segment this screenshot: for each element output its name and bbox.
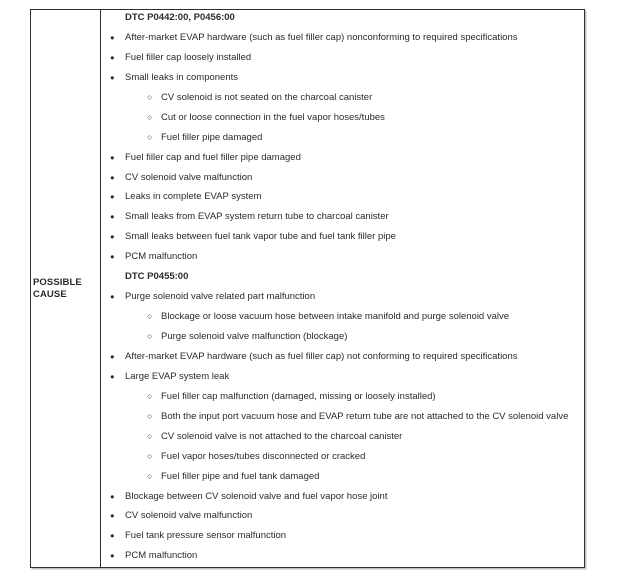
bullet-circle-icon: ○: [147, 410, 153, 421]
dtc-header: DTC P0455:00: [125, 271, 189, 283]
cause-subitem: [101, 431, 584, 451]
cause-subitem: [101, 112, 584, 132]
bullet-dot-icon: ●: [110, 32, 115, 42]
bullet-circle-icon: ○: [147, 91, 153, 102]
cause-text: PCM malfunction: [125, 550, 198, 562]
row-header-label: POSSIBLE CAUSE: [33, 276, 82, 300]
cause-text: Both the input port vacuum hose and EVAP return tube are not attached to the CV solenoid valve: [161, 410, 569, 422]
cause-item: [101, 371, 584, 391]
cause-subitem: [101, 92, 584, 112]
cause-item: [101, 172, 584, 192]
cause-text: Fuel vapor hoses/tubes disconnected or cracked: [161, 450, 366, 462]
cause-text: Large EVAP system leak: [125, 370, 230, 382]
cause-item: [101, 72, 584, 92]
bullet-dot-icon: ●: [110, 551, 115, 561]
cause-item: [101, 231, 584, 251]
bullet-dot-icon: ●: [110, 351, 115, 361]
bullet-dot-icon: ●: [110, 52, 115, 62]
cause-subitem: [101, 311, 584, 331]
cause-text: Leaks in complete EVAP system: [125, 191, 262, 203]
cause-item: [101, 351, 584, 371]
cause-item: [101, 550, 584, 567]
cause-text: Blockage between CV solenoid valve and fuel vapor hose joint: [125, 490, 388, 502]
cause-item: [101, 152, 584, 172]
bullet-dot-icon: ●: [110, 72, 115, 82]
cause-list: [101, 10, 584, 567]
cause-item: [101, 530, 584, 550]
bullet-circle-icon: ○: [147, 470, 153, 481]
bullet-dot-icon: ●: [110, 292, 115, 302]
bullet-dot-icon: ●: [110, 252, 115, 262]
cause-text: CV solenoid valve malfunction: [125, 510, 253, 522]
possible-cause-table: [30, 9, 585, 568]
cause-item: [101, 251, 584, 271]
cause-text: Fuel filler cap malfunction (damaged, missing or loosely installed): [161, 390, 436, 402]
bullet-circle-icon: ○: [147, 390, 153, 401]
cause-text: CV solenoid is not seated on the charcoal canister: [161, 91, 373, 103]
cause-item: [101, 52, 584, 72]
bullet-dot-icon: ●: [110, 371, 115, 381]
cause-text: Fuel filler cap and fuel filler pipe damaged: [125, 151, 301, 163]
cause-subitem: [101, 411, 584, 431]
cause-text: Purge solenoid valve malfunction (blockage): [161, 331, 348, 342]
bullet-dot-icon: ●: [110, 192, 115, 202]
cause-text: Purge solenoid valve related part malfunction: [125, 291, 316, 303]
cause-text: CV solenoid valve is not attached to the charcoal canister: [161, 430, 403, 442]
cause-item: [101, 211, 584, 231]
cause-text: Small leaks from EVAP system return tube to charcoal canister: [125, 211, 389, 223]
bullet-dot-icon: ●: [110, 212, 115, 222]
bullet-circle-icon: ○: [147, 331, 153, 341]
bullet-circle-icon: ○: [147, 430, 153, 441]
cause-item: [101, 510, 584, 530]
cause-text: Blockage or loose vacuum hose between intake manifold and purge solenoid valve: [161, 311, 510, 323]
bullet-circle-icon: ○: [147, 450, 153, 461]
cause-text: Fuel filler cap loosely installed: [125, 51, 252, 63]
bullet-dot-icon: ●: [110, 531, 115, 541]
cause-item: [101, 491, 584, 511]
cause-text: After-market EVAP hardware (such as fuel filler cap) nonconforming to required specifications: [125, 31, 518, 43]
cause-item: [101, 32, 584, 52]
cause-subitem: [101, 471, 584, 491]
cause-text: Small leaks in components: [125, 71, 238, 83]
bullet-circle-icon: ○: [147, 111, 153, 122]
cause-item: [101, 291, 584, 311]
bullet-circle-icon: ○: [147, 311, 153, 322]
cause-text: Fuel tank pressure sensor malfunction: [125, 530, 287, 542]
cause-subitem: [101, 451, 584, 471]
cause-text: Small leaks between fuel tank vapor tube and fuel tank filler pipe: [125, 231, 396, 243]
row-header-cell: [31, 10, 101, 567]
cause-text: Fuel filler pipe and fuel tank damaged: [161, 470, 320, 482]
cause-text: Cut or loose connection in the fuel vapor hoses/tubes: [161, 111, 385, 123]
bullet-dot-icon: ●: [110, 172, 115, 182]
dtc-header: DTC P0442:00, P0456:00: [125, 12, 235, 23]
bullet-dot-icon: ●: [110, 491, 115, 501]
cause-text: Fuel filler pipe damaged: [161, 131, 263, 143]
cause-subitem: [101, 132, 584, 152]
bullet-dot-icon: ●: [110, 152, 115, 162]
cause-item: [101, 191, 584, 211]
bullet-circle-icon: ○: [147, 131, 153, 142]
cause-subitem: [101, 391, 584, 411]
bullet-dot-icon: ●: [110, 232, 115, 242]
cause-text: PCM malfunction: [125, 251, 198, 263]
bullet-dot-icon: ●: [110, 511, 115, 521]
cause-subitem: [101, 331, 584, 351]
cause-text: After-market EVAP hardware (such as fuel filler cap) not conforming to required specifications: [125, 350, 518, 362]
cause-text: CV solenoid valve malfunction: [125, 171, 253, 183]
